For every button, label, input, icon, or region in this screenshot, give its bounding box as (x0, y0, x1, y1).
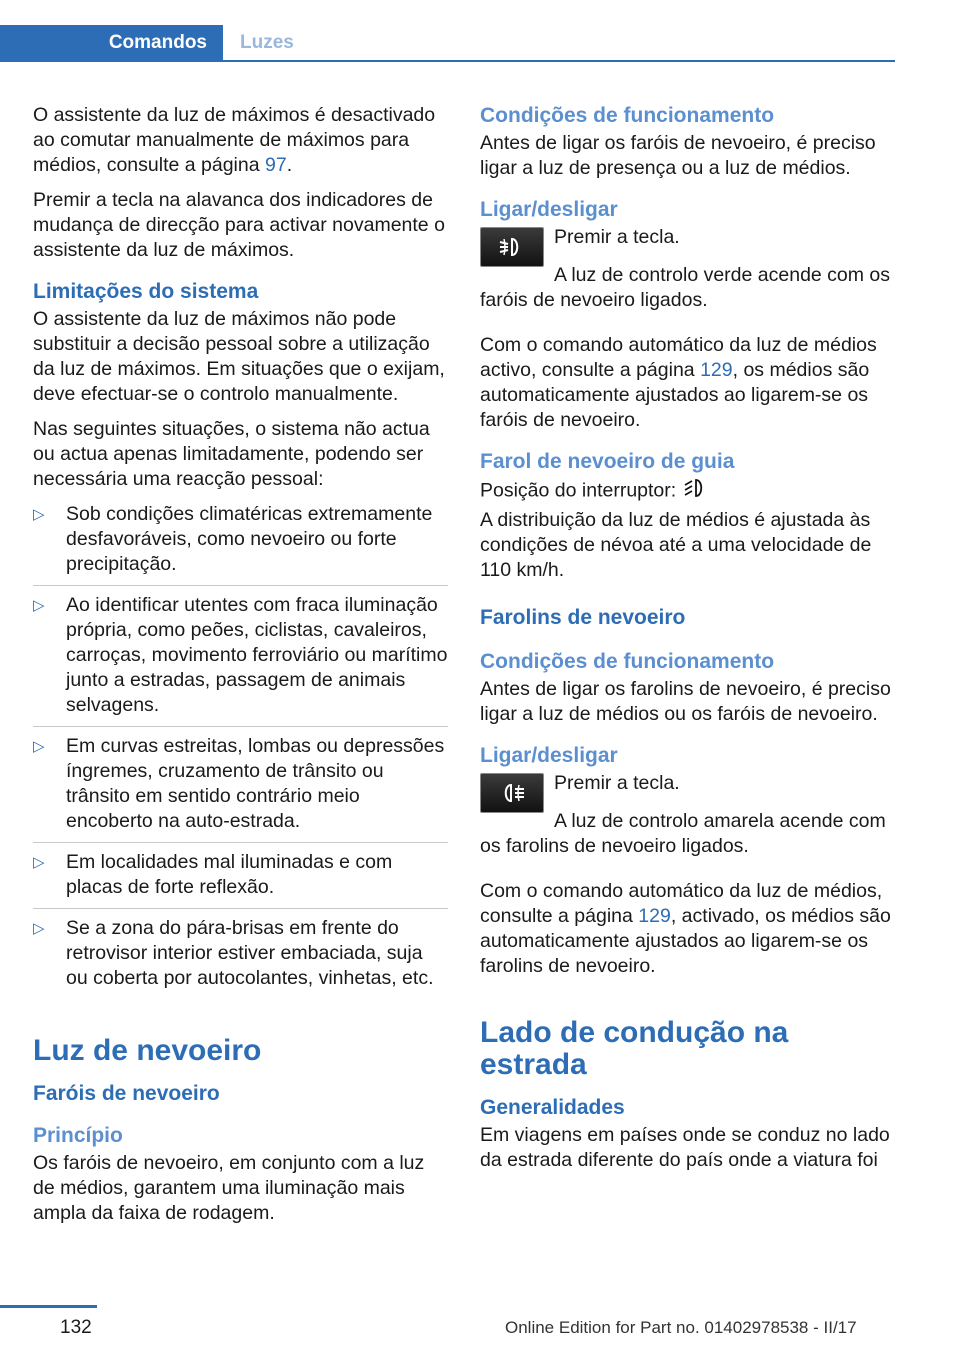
heading-limitacoes: Limitações do sistema (33, 280, 259, 303)
text: . (286, 154, 293, 176)
paragraph (33, 103, 448, 178)
page-number: 132 (60, 1317, 92, 1338)
heading-generalidades: Generalidades (480, 1096, 625, 1119)
heading-luz-nevoeiro: Luz de nevoeiro (33, 1034, 262, 1067)
list-item (33, 502, 448, 586)
right-column (480, 103, 895, 1183)
list-item (33, 916, 448, 999)
key-instruction-front-fog (480, 225, 895, 263)
paragraph: Antes de ligar os faróis de nevoeiro, é preciso ligar a luz de presença ou a luz de médios. (480, 132, 876, 179)
triangle-bullet-icon: ▷ (33, 506, 45, 523)
heading-farolins-nevoeiro: Farolins de nevoeiro (480, 606, 686, 629)
heading-farol-guia: Farol de nevoeiro de guia (480, 450, 735, 473)
heading-lado-conducao: Lado de condução na estrada (480, 1016, 789, 1081)
heading-condicoes-1: Condições de funcionamento (480, 104, 775, 127)
page-link-97[interactable]: 97 (264, 154, 287, 176)
paragraph (480, 333, 895, 433)
page-header (0, 25, 895, 62)
paragraph: Premir a tecla na alavanca dos indicadores de mudança de direcção para activar novamente o assistente da luz de máximos. (33, 189, 445, 261)
paragraph: Os faróis de nevoeiro, em conjunto com a luz de médios, garantem uma iluminação mais ampla da faixa de rodagem. (33, 1152, 425, 1224)
page-link-129[interactable]: 129 (700, 359, 733, 381)
paragraph (480, 477, 895, 506)
list-item-text: Em curvas estreitas, lombas ou depressões íngremes, cruzamento de trânsito ou trânsito em sentido contrário meio encoberto na auto-estrada. (66, 735, 445, 832)
rear-fog-light-icon (480, 773, 544, 813)
list-item-text: Ao identificar utentes com fraca iluminação própria, como peões, ciclistas, cavaleiros, carroças, movimento ferroviário ou marítimo junto a estradas, passagem de animais selvagens. (66, 594, 448, 716)
tab-comandos[interactable]: Comandos (0, 25, 223, 61)
text: A luz de controlo amarela acende com os farolins de nevoeiro ligados. (480, 810, 886, 857)
paragraph: Antes de ligar os farolins de nevoeiro, é preciso ligar a luz de médios ou os faróis de nevoeiro. (480, 678, 891, 725)
paragraph: O assistente da luz de máximos não pode substituir a decisão pessoal sobre a utilização da luz de máximos. Em situações que o exijam, deve efectuar-se o controlo manualmente. (33, 308, 445, 405)
text: A luz de controlo verde acende com os faróis de nevoeiro ligados. (480, 264, 891, 311)
text: Com o comando automático da luz de médios activo, consulte a página (480, 334, 877, 381)
triangle-bullet-icon: ▷ (33, 597, 45, 614)
key-text: Premir a tecla. (554, 772, 680, 794)
list-item-text: Em localidades mal iluminadas e com placas de forte reflexão. (66, 851, 393, 898)
triangle-bullet-icon: ▷ (33, 920, 45, 937)
heading-condicoes-2: Condições de funcionamento (480, 650, 775, 673)
text: , activado, os médios são automaticamente ajustados ao ligarem-se os farolins de nevoeiro. (480, 905, 891, 977)
heading-farois-nevoeiro: Faróis de nevoeiro (33, 1082, 220, 1105)
list-item-text: Sob condições climatéricas extremamente desfavoráveis, como nevoeiro ou forte precipitação. (66, 503, 433, 575)
list-item (33, 593, 448, 727)
paragraph (480, 879, 895, 979)
paragraph: Nas seguintes situações, o sistema não actua ou actua apenas limitadamente, podendo ser necessária uma reacção pessoal: (33, 418, 430, 490)
heading-ligar-desligar-1: Ligar/desligar (480, 198, 618, 221)
text: O assistente da luz de máximos é desactivado ao comutar manualmente de máximos para médios, consulte a página (33, 104, 436, 176)
list-item (33, 850, 448, 909)
paragraph (480, 809, 895, 859)
text: , os médios são automaticamente ajustados ao ligarem-se os faróis de nevoeiro. (480, 359, 870, 431)
triangle-bullet-icon: ▷ (33, 854, 45, 871)
heading-ligar-desligar-2: Ligar/desligar (480, 744, 618, 767)
tab-luzes[interactable]: Luzes (240, 32, 294, 53)
bullet-list (33, 502, 448, 999)
triangle-bullet-icon: ▷ (33, 738, 45, 755)
left-column (33, 103, 448, 1236)
key-text: Premir a tecla. (554, 226, 680, 248)
footer-divider (0, 1305, 97, 1308)
edition-label: Online Edition for Part no. 01402978538 - II/17 (505, 1318, 857, 1337)
text: Com o comando automático da luz de médios, consulte a página (480, 880, 883, 927)
list-item-text: Se a zona do pára-brisas em frente do retrovisor interior estiver embaciada, suja ou coberta por autocolantes, vinhetas, etc. (66, 917, 434, 989)
cornering-fog-light-icon (682, 477, 710, 506)
paragraph: A distribuição da luz de médios é ajustada às condições de névoa até a uma velocidade de 110 km/h. (480, 509, 872, 581)
paragraph (480, 263, 895, 313)
front-fog-light-icon (480, 227, 544, 267)
list-item (33, 734, 448, 843)
key-instruction-rear-fog (480, 771, 895, 809)
page-link-129[interactable]: 129 (638, 905, 671, 927)
header-divider (0, 60, 895, 62)
heading-principio: Princípio (33, 1124, 123, 1147)
text: Posição do interruptor: (480, 479, 677, 502)
paragraph: Em viagens em países onde se conduz no lado da estrada diferente do país onde a viatura foi (480, 1124, 890, 1171)
